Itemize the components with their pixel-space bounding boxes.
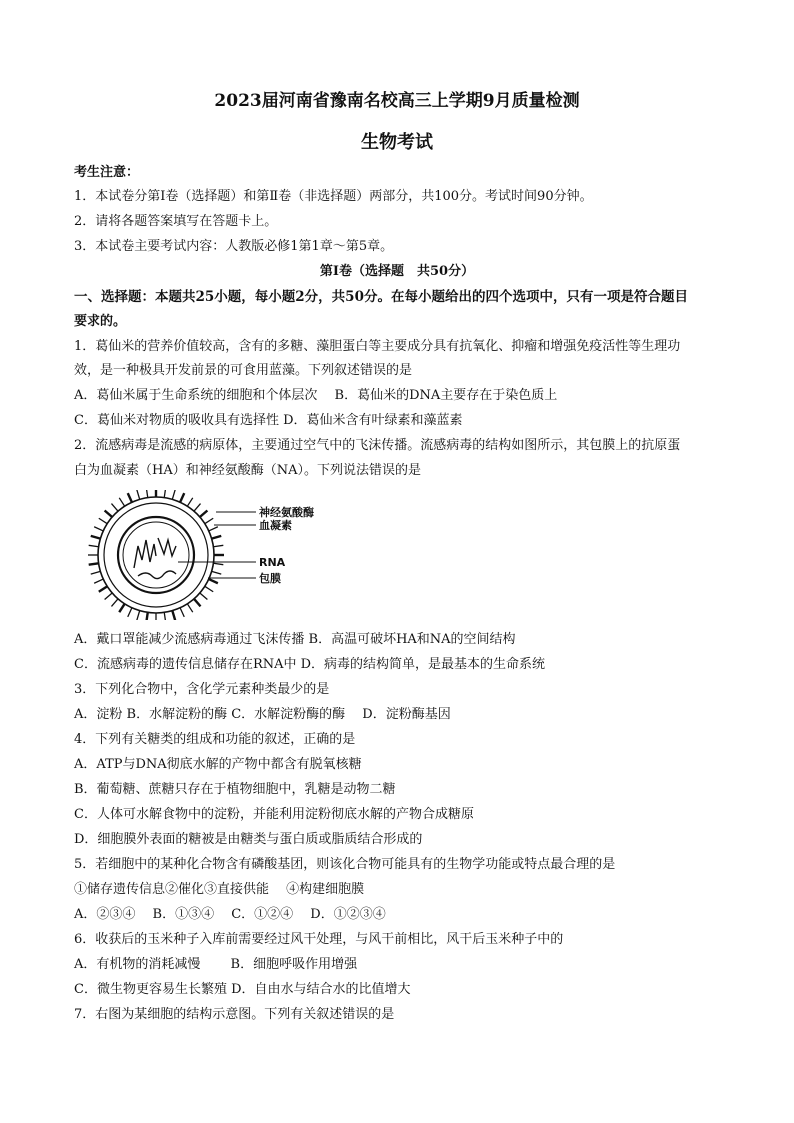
label-envelope: 包膜 — [259, 572, 281, 585]
hemagglutinin-spike — [105, 593, 113, 600]
q2-options-cd: C．流感病毒的遗传信息储存在RNA中 D．病毒的结构简单，是最基本的生命系统 — [74, 657, 546, 672]
q1-stem-1: 1．葛仙米的营养价值较高，含有的多糖、藻胆蛋白等主要成分具有抗氧化、抑瘤和增强免疫活性等生理功 — [74, 339, 681, 354]
hemagglutinin-spike — [209, 527, 218, 531]
q5-items: ①储存遗传信息②催化③直接供能 ④构建细胞膜 — [74, 882, 365, 897]
hemagglutinin-spike — [146, 490, 147, 498]
q5-stem: 5．若细胞中的某种化合物含有磷酸基团，则该化合物可能具有的生物学功能或特点最合理的是 — [74, 857, 616, 872]
notice-item-2: 2．请将各题答案填写在答题卡上。 — [74, 214, 278, 229]
hemagglutinin-spike — [94, 579, 103, 583]
hemagglutinin-spike — [89, 545, 99, 546]
hemagglutinin-spike — [187, 604, 192, 612]
hemagglutinin-spike — [137, 611, 140, 620]
q2-stem-1: 2．流感病毒是流感的病原体，主要通过空气中的飞沫传播。流感病毒的结构如图所示，其包膜上的抗原蛋 — [74, 438, 681, 453]
hemagglutinin-spike — [91, 571, 101, 574]
neuraminidase-spike — [180, 493, 184, 502]
hemagglutinin-spike — [213, 563, 223, 564]
neuraminidase-spike — [172, 611, 175, 620]
neuraminidase-spike — [89, 563, 99, 564]
q7-stem: 7．右图为某细胞的结构示意图。下列有关叙述错误的是 — [74, 1007, 395, 1022]
hemagglutinin-spike — [99, 518, 107, 523]
q3-stem: 3．下列化合物中，含化学元素种类最少的是 — [74, 682, 330, 697]
rna-strand-1 — [134, 540, 156, 568]
label-na: 神经氨酸酶 — [259, 506, 314, 519]
hemagglutinin-spike — [137, 490, 140, 499]
hemagglutinin-spike — [187, 498, 192, 506]
hemagglutinin-spike — [212, 571, 222, 574]
q4-stem: 4．下列有关糖类的组成和功能的叙述，正确的是 — [74, 732, 356, 747]
q4-option-c: C．人体可水解食物中的淀粉，并能利用淀粉彻底水解的产物合成糖原 — [74, 807, 474, 822]
neuraminidase-spike — [99, 586, 107, 591]
q6-options-cd: C．微生物更容易生长繁殖 D．自由水与结合水的比值增大 — [74, 982, 411, 997]
neuraminidase-spike — [91, 536, 101, 539]
q1-stem-2: 效，是一种极具开发前景的可食用蓝藻。下列叙述错误的是 — [74, 363, 413, 378]
hemagglutinin-spike — [180, 608, 184, 617]
notice-heading: 考生注意： — [74, 165, 140, 180]
q2-options-ab: A．戴口罩能减少流感病毒通过飞沫传播 B．高温可破坏HA和NA的空间结构 — [74, 632, 516, 647]
influenza-virus-figure — [76, 490, 356, 620]
hemagglutinin-spike — [205, 586, 213, 591]
hemagglutinin-spike — [164, 612, 165, 620]
neuraminidase-spike — [119, 604, 124, 612]
hemagglutinin-spike — [111, 504, 118, 512]
exam-title: 2023届河南省豫南名校高三上学期9月质量检测 — [214, 91, 580, 111]
hemagglutinin-spike — [128, 608, 132, 617]
notice-item-1: 1．本试卷分第Ⅰ卷（选择题）和第Ⅱ卷（非选择题）两部分，共100分。考试时间90分钟。 — [74, 189, 593, 204]
q5-options: A．②③④ B．①③④ C．①②④ D．①②③④ — [74, 907, 386, 922]
hemagglutinin-spike — [164, 490, 165, 498]
neuraminidase-spike — [200, 510, 208, 517]
q3-options: A．淀粉 B．水解淀粉的酶 C．水解淀粉酶的酶 D．淀粉酶基因 — [74, 707, 451, 722]
q4-option-a: A．ATP与DNA彻底水解的产物中都含有脱氧核糖 — [74, 757, 362, 772]
section-instruction-2: 要求的。 — [74, 314, 127, 329]
q4-option-b: B．葡萄糖、蔗糖只存在于植物细胞中，乳糖是动物二糖 — [74, 782, 396, 797]
section-title: 第Ⅰ卷（选择题 共50分） — [319, 264, 475, 279]
rna-strand-2 — [158, 538, 176, 556]
q2-stem-2: 白为血凝素（HA）和神经氨酸酶（NA）。下列说法错误的是 — [74, 463, 421, 478]
neuraminidase-spike — [105, 510, 113, 517]
neuraminidase-spike — [209, 579, 218, 583]
rna-strand-3 — [138, 571, 176, 579]
q1-options-ab: A．葛仙米属于生命系统的细胞和个体层次 B．葛仙米的DNA主要存在于染色质上 — [74, 388, 558, 403]
neuraminidase-spike — [146, 612, 147, 620]
q4-option-d: D．细胞膜外表面的糖被是由糖类与蛋白质或脂质结合形成的 — [74, 832, 423, 847]
hemagglutinin-spike — [119, 498, 124, 506]
neuraminidase-spike — [212, 536, 222, 539]
hemagglutinin-spike — [111, 599, 118, 607]
hemagglutinin-spike — [94, 527, 103, 531]
label-rna: RNA — [259, 556, 286, 569]
hemagglutinin-spike — [200, 593, 208, 600]
label-ha: 血凝素 — [259, 519, 292, 532]
neuraminidase-spike — [128, 493, 132, 502]
hemagglutinin-spike — [194, 504, 201, 512]
hemagglutinin-spike — [213, 545, 223, 546]
hemagglutinin-spike — [205, 518, 213, 523]
exam-subtitle: 生物考试 — [361, 132, 433, 153]
neuraminidase-spike — [194, 599, 201, 607]
hemagglutinin-spike — [172, 490, 175, 499]
notice-item-3: 3．本试卷主要考试内容：人教版必修1第1章～第5章。 — [74, 239, 394, 254]
q1-options-cd: C．葛仙米对物质的吸收具有选择性 D．葛仙米含有叶绿素和藻蓝素 — [74, 413, 463, 428]
section-instruction-1: 一、选择题：本题共25小题，每小题2分，共50分。在每小题给出的四个选项中，只有一项是符合题目 — [74, 289, 688, 305]
q6-stem: 6．收获后的玉米种子入库前需要经过风干处理，与风干前相比，风干后玉米种子中的 — [74, 932, 564, 947]
q6-options-ab: A．有机物的消耗减慢 B．细胞呼吸作用增强 — [74, 957, 358, 972]
